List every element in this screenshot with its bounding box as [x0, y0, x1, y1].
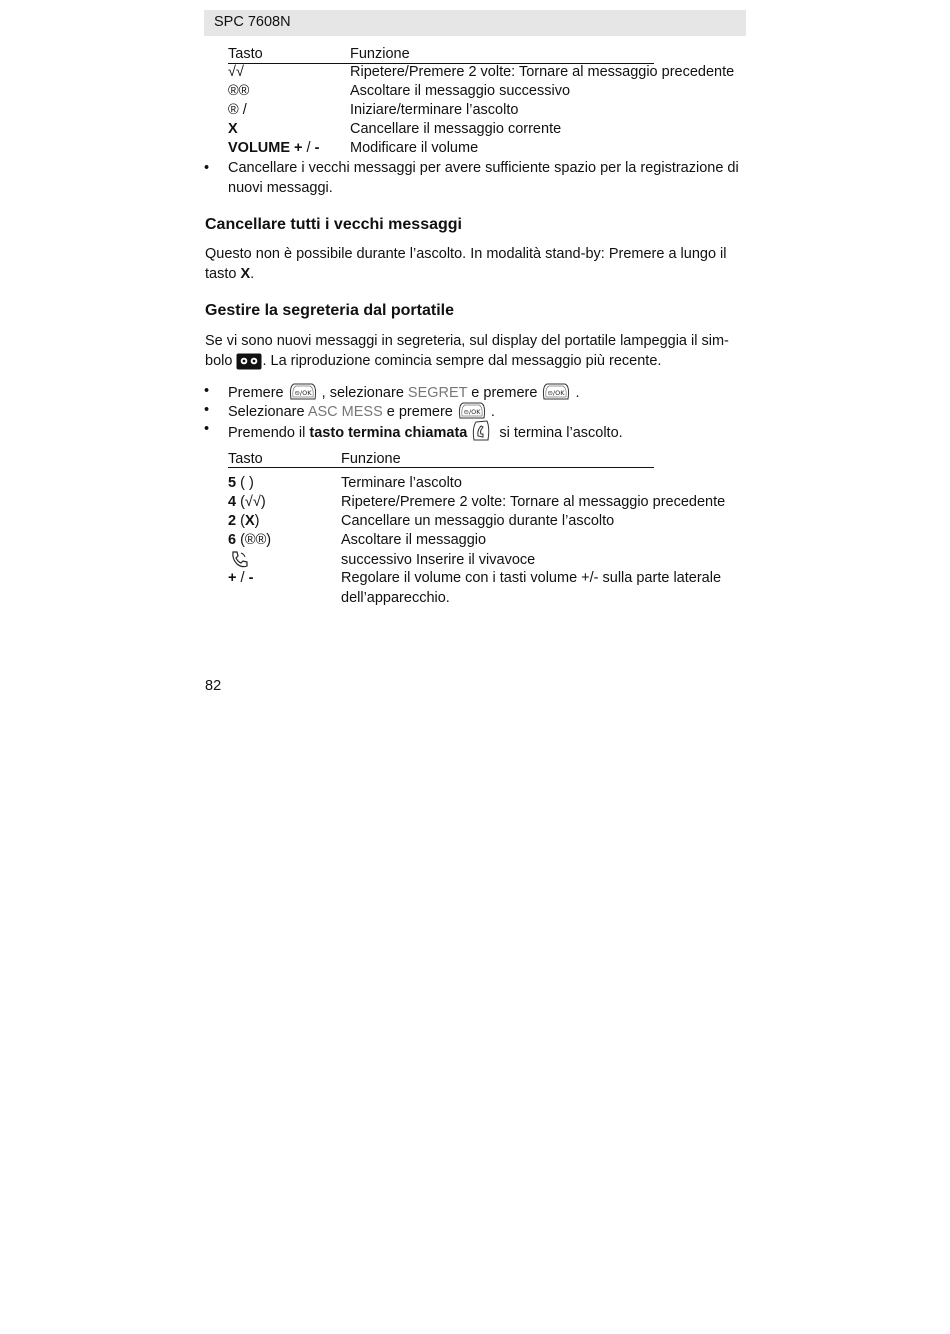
key-separator: / — [302, 140, 315, 156]
key-digit: 6 — [228, 532, 237, 548]
paragraph-line: Se vi sono nuovi messaggi in segreteria, sul display del portatile lampeggia il sim- — [205, 333, 729, 349]
text-run: Premere — [228, 385, 288, 401]
table1-key: ®® — [228, 83, 250, 99]
text-run: . — [571, 385, 580, 401]
key-name: X — [240, 265, 251, 282]
key-name: tasto termina chiamata — [309, 425, 468, 441]
table1-function: Ascoltare il messaggio successivo — [350, 83, 571, 99]
text-run: e premere — [382, 404, 457, 420]
table2-key — [228, 512, 259, 531]
table1-header-key: Tasto — [228, 46, 263, 62]
menu-item-name: SEGRET — [407, 385, 468, 401]
section-paragraph — [205, 245, 727, 284]
text-run: tasto — [205, 265, 241, 282]
key-digit: 2 — [228, 513, 237, 529]
table2-function: successivo Inserire il vivavoce — [341, 552, 536, 568]
key-symbol: ( ) — [236, 475, 254, 491]
text-run: , selezionare — [317, 385, 408, 401]
table2-key — [228, 493, 266, 512]
function-line: Regolare il volume con i tasti volume +/- sulla parte laterale — [341, 570, 722, 586]
bullet-marker: • — [204, 160, 210, 176]
table2-key — [228, 474, 254, 493]
svg-text:⊝/OK: ⊝/OK — [294, 389, 312, 397]
table2-function: Cancellare un messaggio durante l’ascolto — [341, 513, 615, 529]
function-line: dell’apparecchio. — [341, 589, 450, 606]
bullet-marker: • — [204, 421, 210, 437]
volume-plus-key: VOLUME + — [228, 140, 303, 156]
table2-key — [228, 569, 253, 588]
table1-key: ® / — [228, 102, 247, 118]
key-symbol: + — [228, 570, 237, 586]
text-run: . — [486, 404, 495, 420]
document-title: SPC 7608N — [214, 14, 291, 30]
paragraph-line — [205, 352, 729, 377]
text-run: Selezionare — [228, 404, 308, 420]
text-run: si termina l’ascolto. — [495, 425, 623, 441]
ok-key-icon — [541, 382, 571, 408]
paragraph-line — [205, 265, 727, 285]
bullet-text — [228, 159, 739, 198]
table2-function: Ripetere/Premere 2 volte: Tornare al messaggio precedente — [341, 494, 726, 510]
volume-minus-key: - — [314, 140, 320, 156]
table1-key: X — [228, 121, 238, 137]
svg-text:⊝/OK: ⊝/OK — [547, 389, 565, 397]
key-separator: / — [236, 570, 249, 586]
key-digit: 5 — [228, 475, 237, 491]
key-symbol: (√√) — [236, 494, 266, 510]
table1-key: √√ — [228, 64, 244, 80]
bullet-line: nuovi messaggi. — [228, 179, 333, 196]
key-symbol: X — [244, 513, 255, 529]
answering-machine-icon — [236, 353, 262, 377]
section-paragraph — [205, 332, 729, 376]
table2-header-key: Tasto — [228, 451, 263, 467]
svg-text:⊝/OK: ⊝/OK — [463, 408, 481, 416]
table1-function: Modificare il volume — [350, 140, 479, 156]
text-run: Premendo il — [228, 425, 310, 441]
table1-header-function: Funzione — [350, 46, 410, 62]
bullet-text — [228, 420, 623, 448]
table2-key — [228, 531, 271, 550]
paragraph-line: Questo non è possibile durante l’ascolto. In modalità stand-by: Premere a lungo il — [205, 246, 727, 262]
menu-item-name: ASC MESS — [307, 404, 383, 420]
text-run: . La riproduzione comincia sempre dal messaggio più recente. — [262, 352, 662, 369]
table2-function: Terminare l’ascolto — [341, 475, 462, 491]
key-symbol: ) — [254, 513, 260, 529]
key-symbol: ( — [236, 513, 245, 529]
page-number: 82 — [205, 678, 222, 694]
table1-function: Ripetere/Premere 2 volte: Tornare al messaggio precedente — [350, 64, 735, 80]
page-header — [204, 10, 746, 36]
table2-function — [341, 569, 721, 608]
end-call-icon — [471, 420, 491, 448]
table2-header-function: Funzione — [341, 451, 401, 467]
key-symbol: (®®) — [236, 532, 272, 548]
key-symbol: - — [248, 570, 254, 586]
table1-function: Iniziare/terminare l’ascolto — [350, 102, 519, 118]
table1-function: Cancellare il messaggio corrente — [350, 121, 562, 137]
section-heading: Cancellare tutti i vecchi messaggi — [205, 216, 462, 233]
text-run: . — [250, 265, 255, 282]
bullet-line: Cancellare i vecchi messaggi per avere sufficiente spazio per la registrazione di — [228, 160, 739, 176]
bullet-marker: • — [204, 402, 210, 418]
key-digit: 4 — [228, 494, 237, 510]
table1-key-volume — [228, 139, 319, 158]
text-run: e premere — [467, 385, 542, 401]
table2-rule — [228, 467, 654, 468]
bullet-marker: • — [204, 383, 210, 399]
section-heading: Gestire la segreteria dal portatile — [205, 302, 454, 319]
table2-function: Ascoltare il messaggio — [341, 532, 487, 548]
text-run: bolo — [205, 352, 237, 369]
